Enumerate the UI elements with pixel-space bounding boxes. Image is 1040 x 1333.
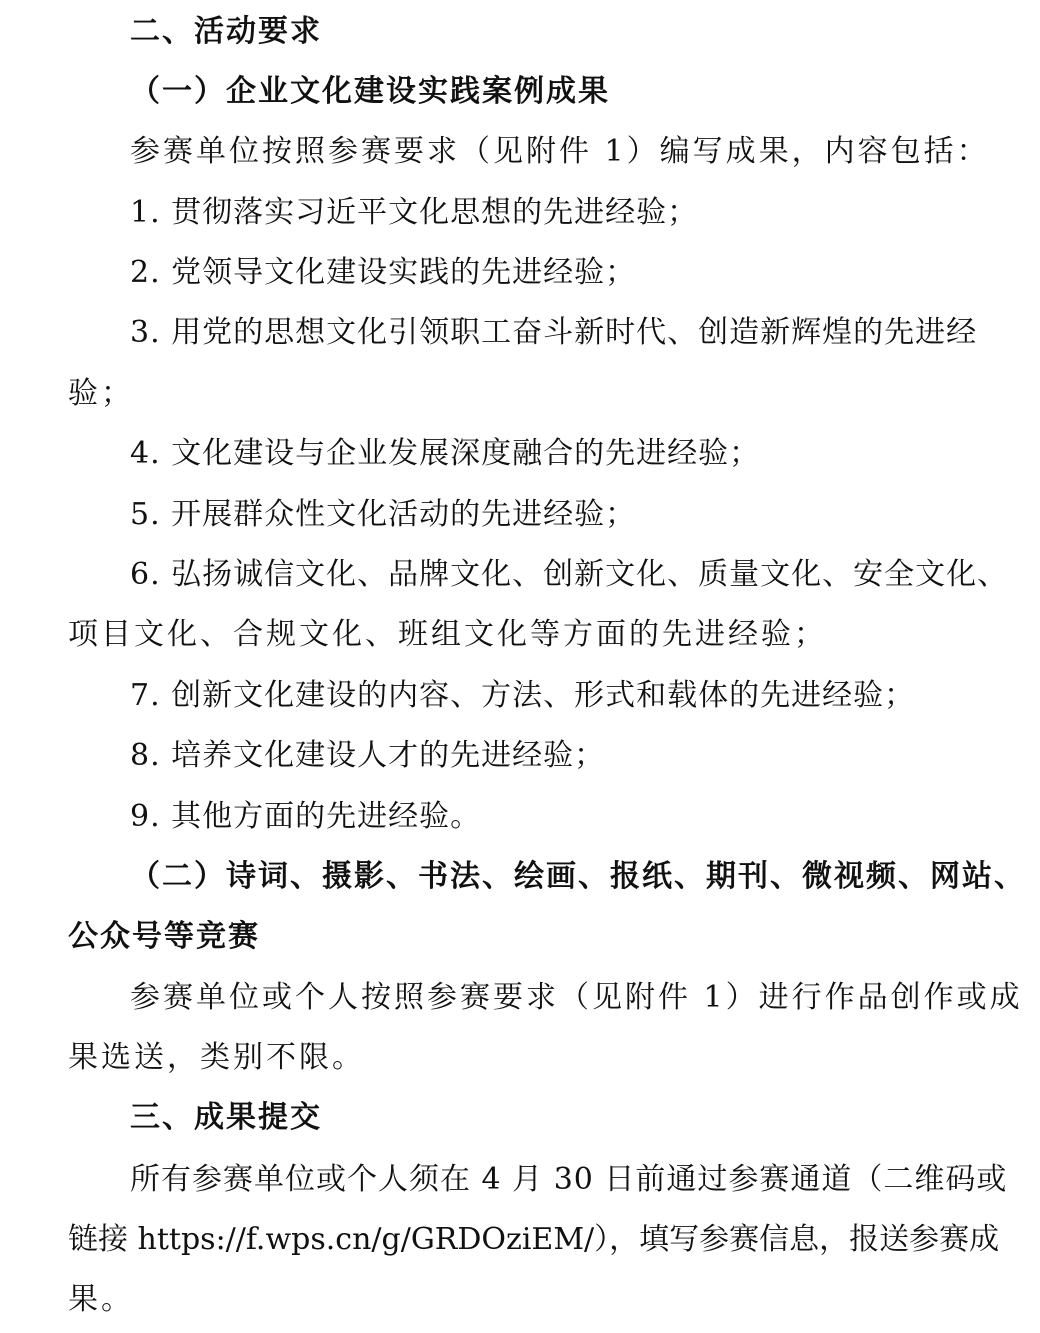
list-item: 1. 贯彻落实习近平文化思想的先进经验； bbox=[130, 195, 699, 230]
list-item-continuation: 验； bbox=[68, 376, 134, 411]
section-heading-submission: 三、成果提交 bbox=[130, 1100, 322, 1135]
paragraph-submission-body-end: 果。 bbox=[68, 1282, 134, 1317]
subsection-heading-competitions: （二）诗词、摄影、书法、绘画、报纸、期刊、微视频、网站、 bbox=[130, 859, 1026, 894]
paragraph-intro: 参赛单位按照参赛要求（见附件 1）编写成果，内容包括： bbox=[130, 134, 990, 169]
list-item: 9. 其他方面的先进经验。 bbox=[130, 799, 482, 834]
paragraph-competition-body-continuation: 果选送，类别不限。 bbox=[68, 1040, 365, 1075]
list-item: 5. 开展群众性文化活动的先进经验； bbox=[130, 497, 637, 532]
list-item: 8. 培养文化建设人才的先进经验； bbox=[130, 738, 606, 773]
list-item: 7. 创新文化建设的内容、方法、形式和载体的先进经验； bbox=[130, 678, 916, 713]
list-item: 6. 弘扬诚信文化、品牌文化、创新文化、质量文化、安全文化、 bbox=[130, 557, 1009, 592]
list-item: 4. 文化建设与企业发展深度融合的先进经验； bbox=[130, 436, 761, 471]
paragraph-submission-link-line: 链接 https://f.wps.cn/g/GRDOziEM/），填写参赛信息，报送参赛成 bbox=[68, 1222, 1000, 1257]
paragraph-submission-body: 所有参赛单位或个人须在 4 月 30 日前通过参赛通道（二维码或 bbox=[130, 1162, 1008, 1197]
list-item-continuation: 项目文化、合规文化、班组文化等方面的先进经验； bbox=[68, 617, 827, 652]
subsection-heading-competitions-continuation: 公众号等竞赛 bbox=[68, 919, 260, 954]
section-heading-activity-requirements: 二、活动要求 bbox=[130, 14, 322, 49]
list-item: 2. 党领导文化建设实践的先进经验； bbox=[130, 255, 637, 290]
paragraph-competition-body: 参赛单位或个人按照参赛要求（见附件 1）进行作品创作或成 bbox=[130, 980, 1023, 1015]
subsection-heading-culture-cases: （一）企业文化建设实践案例成果 bbox=[130, 74, 610, 109]
list-item: 3. 用党的思想文化引领职工奋斗新时代、创造新辉煌的先进经 bbox=[130, 315, 978, 350]
